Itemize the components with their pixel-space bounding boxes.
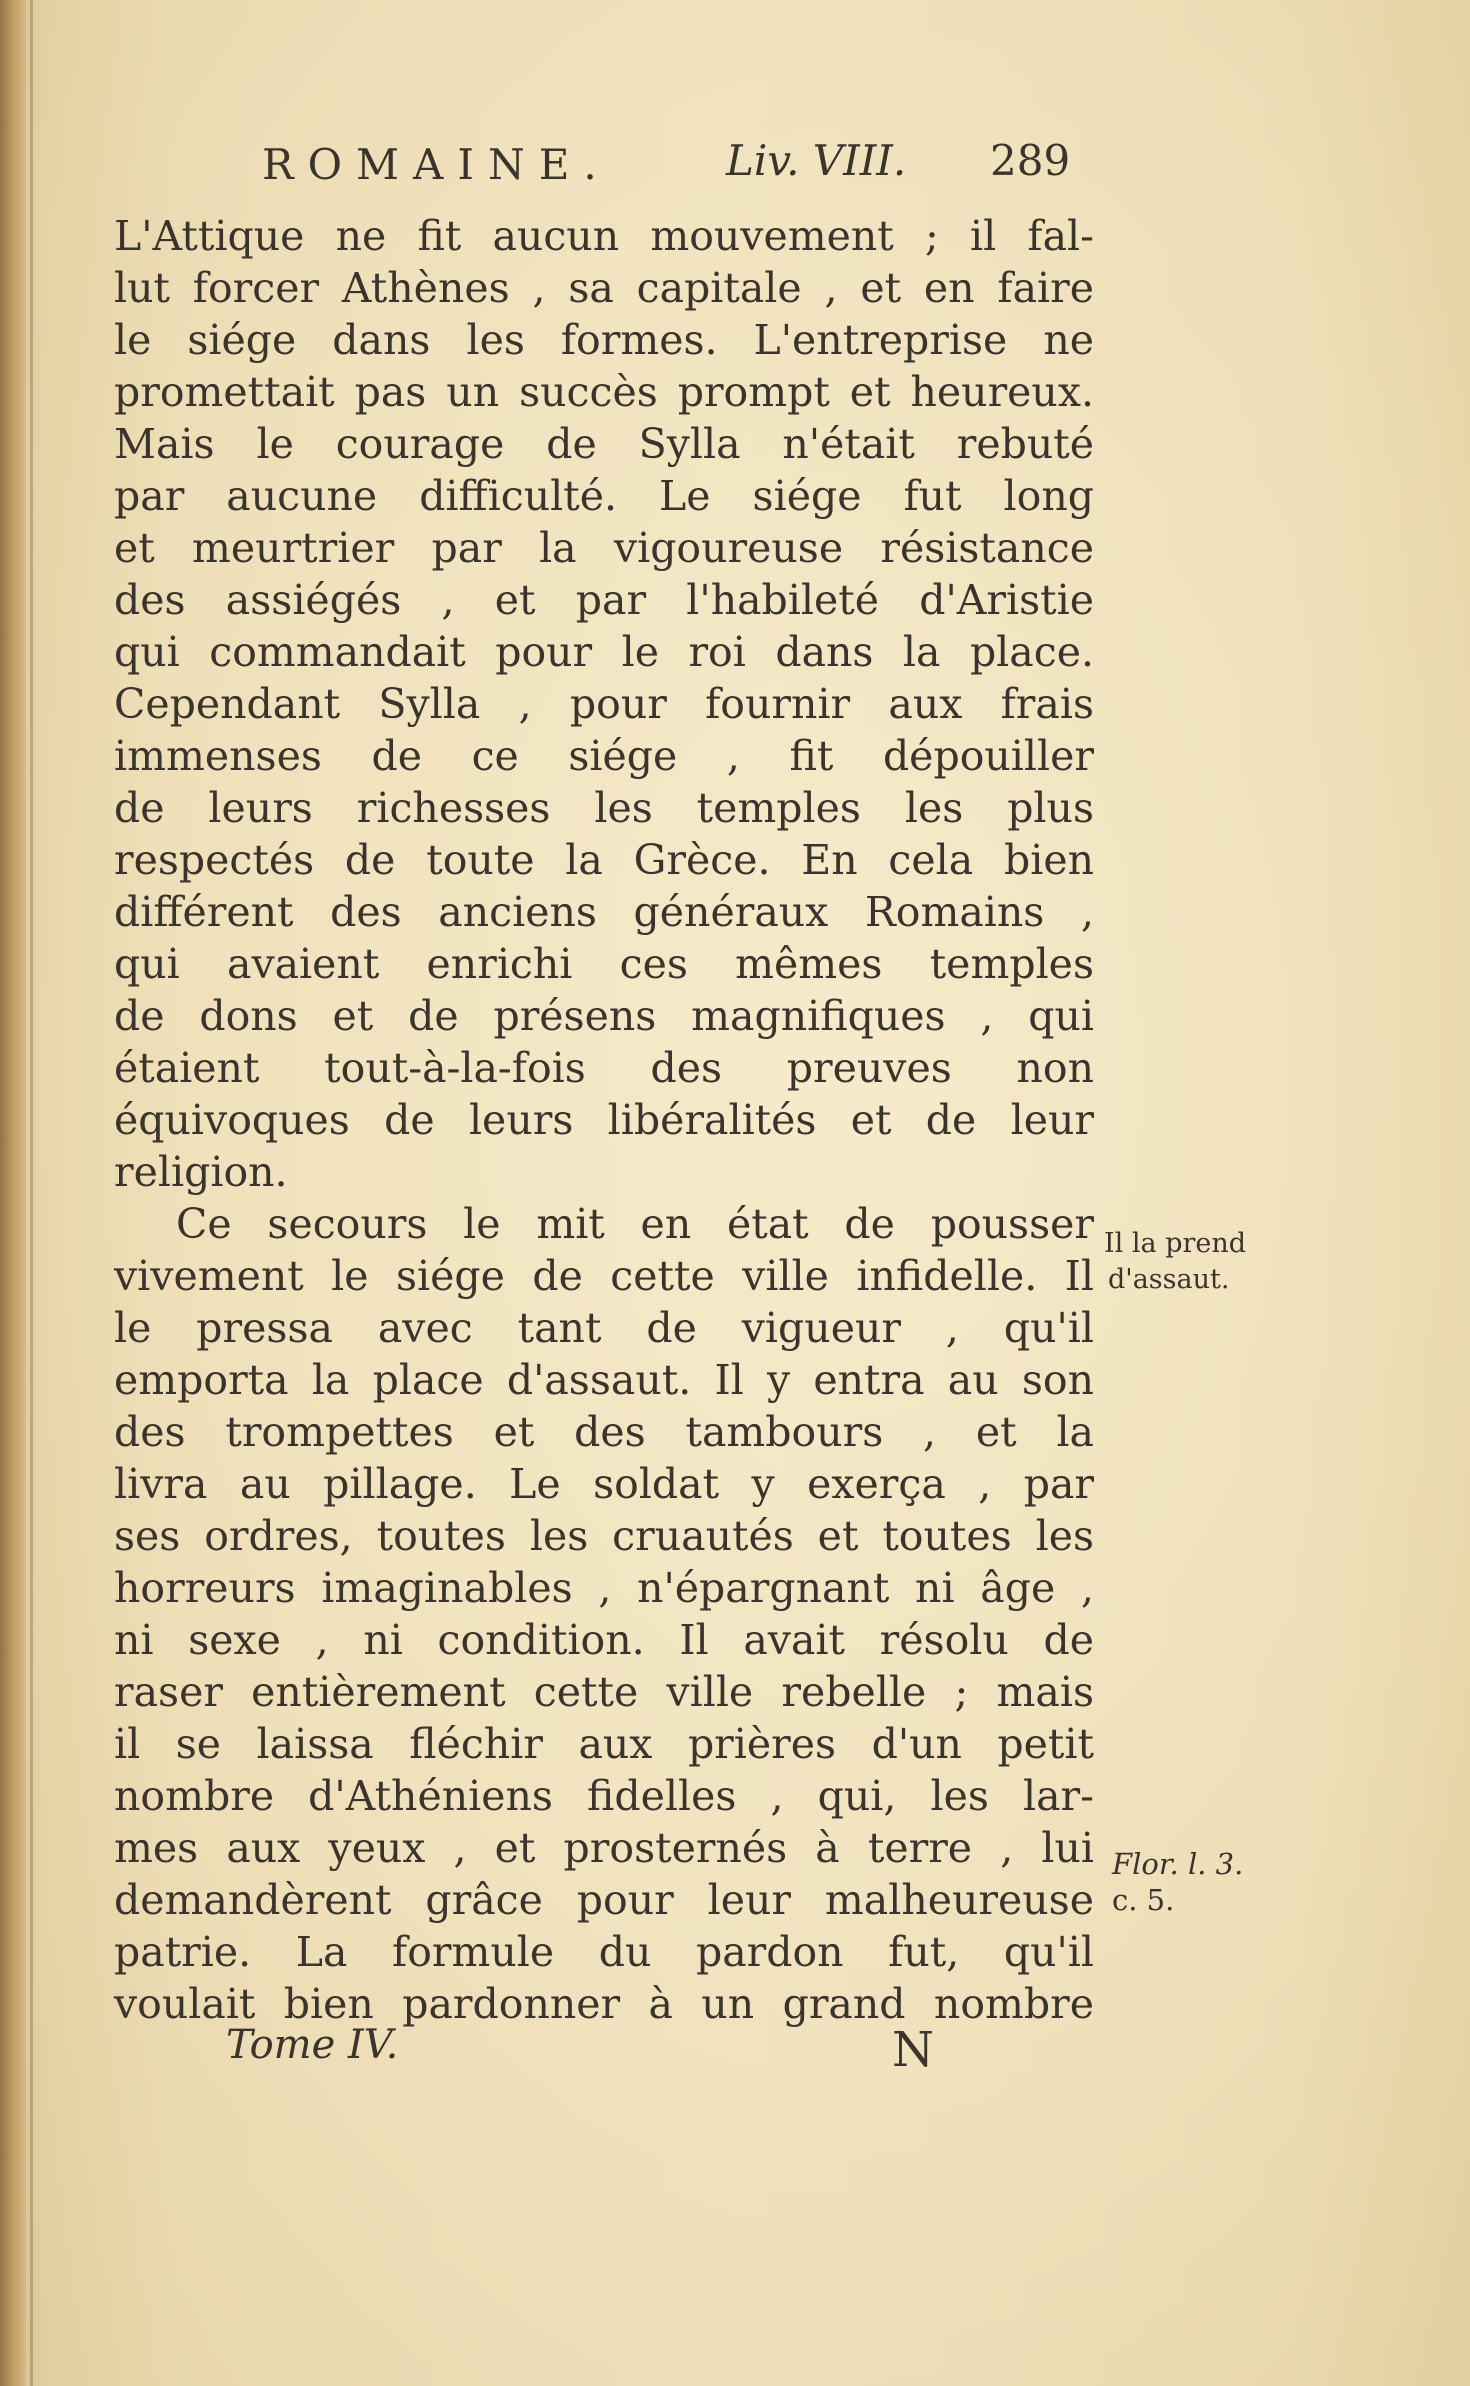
text-line: de dons et de présens magnifiques , qui xyxy=(114,992,1094,1040)
margin-note-assault xyxy=(1104,1226,1246,1298)
text-line: qui avaient enrichi ces mêmes temples xyxy=(114,940,1094,988)
text-line: livra au pillage. Le soldat y exerça , par xyxy=(114,1460,1094,1508)
text-line: nombre d'Athéniens fidelles , qui, les lar- xyxy=(114,1772,1094,1820)
text-line: équivoques de leurs libéralités et de leur xyxy=(114,1096,1094,1144)
text-line: qui commandait pour le roi dans la place. xyxy=(114,628,1094,676)
text-line: ni sexe , ni condition. Il avait résolu de xyxy=(114,1616,1094,1664)
signature-mark: N xyxy=(892,2022,934,2078)
margin-note-line: c. 5. xyxy=(1112,1883,1175,1917)
text-line: patrie. La formule du pardon fut, qu'il xyxy=(114,1928,1094,1976)
text-line: différent des anciens généraux Romains , xyxy=(114,888,1094,936)
text-line: le pressa avec tant de vigueur , qu'il xyxy=(114,1304,1094,1352)
text-line: le siége dans les formes. L'entreprise ne xyxy=(114,316,1094,364)
text-line: L'Attique ne fit aucun mouvement ; il fal- xyxy=(114,212,1094,260)
text-line: demandèrent grâce pour leur malheureuse xyxy=(114,1876,1094,1924)
text-line: lut forcer Athènes , sa capitale , et en faire xyxy=(114,264,1094,312)
text-line: et meurtrier par la vigoureuse résistance xyxy=(114,524,1094,572)
book-reference: Liv. VIII. xyxy=(726,136,907,185)
margin-note-line: Flor. l. 3. xyxy=(1112,1847,1244,1881)
text-line: immenses de ce siége , fit dépouiller xyxy=(114,732,1094,780)
text-line: emporta la place d'assaut. Il y entra au son xyxy=(114,1356,1094,1404)
text-line: il se laissa fléchir aux prières d'un petit xyxy=(114,1720,1094,1768)
text-line: étaient tout-à-la-fois des preuves non xyxy=(114,1044,1094,1092)
text-line: mes aux yeux , et prosternés à terre , lui xyxy=(114,1824,1094,1872)
text-line: des assiégés , et par l'habileté d'Aristie xyxy=(114,576,1094,624)
text-line: raser entièrement cette ville rebelle ; mais xyxy=(114,1668,1094,1716)
page-number: 289 xyxy=(990,136,1071,185)
margin-note-line: d'assaut. xyxy=(1108,1264,1230,1295)
text-line: des trompettes et des tambours , et la xyxy=(114,1408,1094,1456)
text-line: vivement le siége de cette ville infidelle. Il xyxy=(114,1252,1094,1300)
text-line: religion. xyxy=(114,1148,288,1196)
text-line: Mais le courage de Sylla n'était rebuté xyxy=(114,420,1094,468)
text-line: ses ordres, toutes les cruautés et toutes les xyxy=(114,1512,1094,1560)
text-line: horreurs imaginables , n'épargnant ni âge , xyxy=(114,1564,1094,1612)
page-binding-edge xyxy=(0,0,26,2386)
text-line: Cependant Sylla , pour fournir aux frais xyxy=(114,680,1094,728)
page-binding-shadow xyxy=(30,0,33,2386)
text-line: par aucune difficulté. Le siége fut long xyxy=(114,472,1094,520)
margin-note-citation xyxy=(1112,1846,1243,1918)
text-line: voulait bien pardonner à un grand nombre xyxy=(114,1980,1094,2028)
running-title: ROMAINE. xyxy=(262,140,611,189)
text-line: respectés de toute la Grèce. En cela bien xyxy=(114,836,1094,884)
text-line: promettait pas un succès prompt et heureux. xyxy=(114,368,1094,416)
paragraph-first-line: Ce secours le mit en état de pousser xyxy=(176,1200,1094,1248)
volume-label: Tome IV. xyxy=(226,2022,399,2068)
text-line: de leurs richesses les temples les plus xyxy=(114,784,1094,832)
page-header xyxy=(262,136,1092,196)
margin-note-line: Il la prend xyxy=(1104,1228,1247,1259)
